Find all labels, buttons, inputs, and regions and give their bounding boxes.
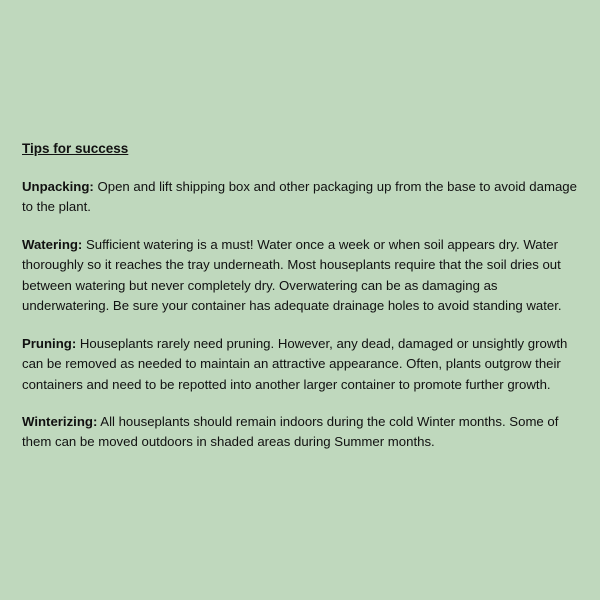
section-label-watering: Watering:	[22, 236, 83, 252]
section-text-winterizing: All houseplants should remain indoors during the cold Winter months. Some of them can be moved outdoors in shaded areas during Summer months.	[22, 413, 559, 450]
document-content	[22, 140, 578, 453]
section-watering	[22, 235, 578, 317]
section-text-pruning: Houseplants rarely need pruning. However, any dead, damaged or unsightly growth can be removed as needed to maintain an attractive appearance. Often, plants outgrow their containers and need to be repotted into another larger container to promote further growth.	[22, 335, 568, 392]
section-label-pruning: Pruning:	[22, 335, 77, 351]
section-text-watering: Sufficient watering is a must! Water once a week or when soil appears dry. Water thoroughly so it reaches the tray underneath. Most houseplants require that the soil dries out between watering but never completely dry. Overwatering can be as damaging as underwatering. Be sure your container has adequate drainage holes to avoid standing water.	[22, 236, 562, 314]
section-text-unpacking: Open and lift shipping box and other packaging up from the base to avoid damage to the plant.	[22, 178, 577, 215]
section-unpacking	[22, 177, 578, 218]
page-title: Tips for success	[22, 141, 129, 156]
section-pruning	[22, 334, 578, 395]
section-label-unpacking: Unpacking:	[22, 178, 94, 194]
section-label-winterizing: Winterizing:	[22, 413, 98, 429]
section-winterizing	[22, 412, 578, 453]
